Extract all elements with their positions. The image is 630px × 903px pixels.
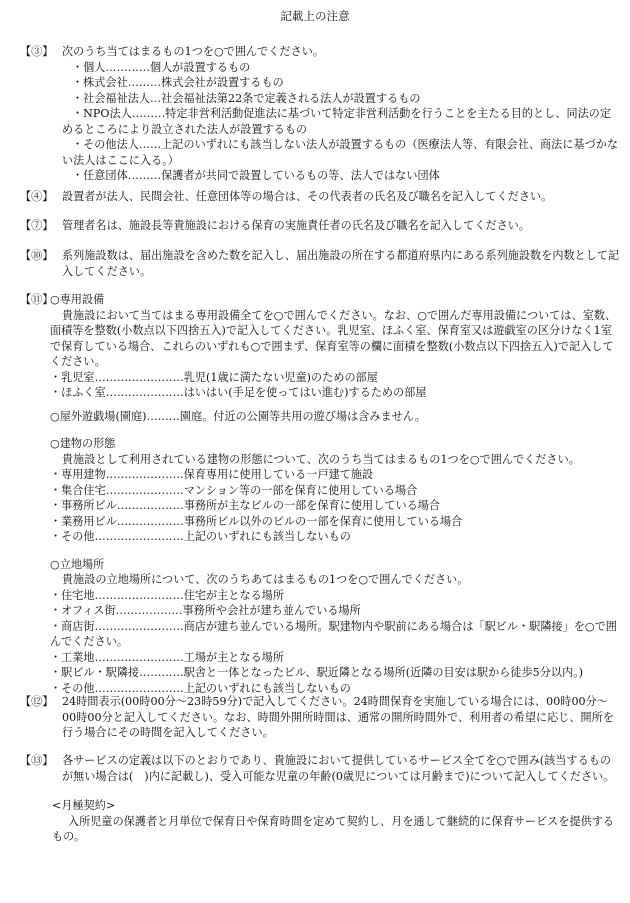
section-7 [20, 218, 620, 234]
section-3-intro: 次のうち当てはまるもの1つを○で囲んでください。 [62, 45, 325, 58]
section-3-item: ・社会福祉法人…社会福祉法第22条で定義される法人が設置するもの [72, 91, 421, 105]
section-3-marker: 【③】 [20, 45, 54, 58]
section-4-text: 設置者が法人、民間会社、任意団体等の場合は、その代表者の氏名及び職名を記入してください。 [62, 190, 553, 203]
location-item: ・駅ビル・駅隣接…………駅舎と一体となったビル、駅近隣となる場所(近隣の目安は駅から徒歩5分以内。) [50, 666, 584, 679]
location-heading: ○立地場所 [50, 557, 105, 571]
section-10-marker: 【⑩】 [20, 249, 54, 262]
location-item: ・商店街……………………商店が建ち並んでいる場所。駅建物内や駅前にある場合は「駅ビル・駅隣接」を○で囲んでください。 [50, 619, 617, 648]
section-3-item: ・株式会社………株式会社が設置するもの [72, 76, 284, 89]
outdoor-yard-text: ○屋外遊戯場(園庭)………園庭。付近の公園等共用の遊び場は含みません。 [50, 409, 426, 423]
section-7-marker: 【⑦】 [20, 219, 54, 232]
equipment-heading: ○専用設備 [50, 293, 105, 306]
section-3-item: ・個人…………個人が設置するもの [72, 60, 251, 74]
location-item: ・住宅地……………………住宅が主となる場所 [50, 588, 285, 602]
section-13-text: 各サービスの定義は以下のとおりであり、貴施設において提供しているサービス全てを○で囲み(該当するものが無い場合は( )内に記載し)、受入可能な児童の年齢(0歳児については月齢まで)について記入してください。 [62, 754, 615, 783]
section-12-marker: 【⑫】 [20, 695, 54, 708]
location-item: ・その他……………………上記のいずれにも該当しないもの [50, 681, 351, 695]
section-3-item: ・その他法人……上記のいずれにも該当しない法人が設置するもの（医療法人等、有限会社、商法に基づかない法人はここに入る。） [62, 138, 619, 167]
section-13 [20, 753, 620, 845]
equipment-text: 貴施設において当てはまる専用設備全てを○で囲んでください。なお、○で囲んだ専用設備については、室数、面積等を整数(小数点以下四捨五入)で記入してください。乳児室、ほふく室、保育室又は遊戯室の区分けなく1室で保育している場合、これらのいずれも○で囲まず、保育室等の欄に面積を整数(小数点以下四捨五入)で記入してください。 [50, 308, 617, 368]
equipment-item: ・乳児室……………………乳児(1歳に満たない児童)のための部屋 [50, 370, 378, 384]
building-heading: ○建物の形態 [50, 437, 116, 450]
location-item: ・オフィス街………………事務所や会社が建ち並んでいる場所 [50, 604, 361, 617]
section-3-item: ・NPO法人………特定非営利活動促進法に基づいて特定非営利活動を行うことを主たる目的とし、同法の定めるところにより設立された法人が設置するもの [62, 107, 612, 136]
equipment-item: ・ほふく室…………………はいはい(手足を使ってはい進む)するための部屋 [50, 386, 427, 399]
location-text: 貴施設の立地場所について、次のうちあてはまるもの1つを○で囲んでください。 [62, 573, 469, 586]
section-13-marker: 【⑬】 [20, 754, 54, 767]
page-title: 記載上の注意 [280, 9, 350, 23]
section-11-marker: 【⑪】 [20, 293, 54, 306]
location-item: ・工業地……………………工場が主となる場所 [50, 650, 285, 664]
section-12 [20, 694, 620, 741]
section-10 [20, 248, 620, 279]
building-text: 貴施設として利用されている建物の形態について、次のうち当てはまるもの1つを○で囲んでください。 [62, 452, 580, 466]
section-11 [20, 292, 620, 696]
building-item: ・集合住宅…………………マンション等の一部を保育に使用している場合 [50, 483, 418, 497]
section-4 [20, 189, 620, 205]
monthly-contract-text: 入所児童の保護者と月単位で保育日や保育時間を定めて契約し、月を通して継続的に保育サービスを提供するもの。 [52, 814, 615, 843]
building-item: ・その他……………………上記のいずれにも該当しないもの [50, 530, 351, 543]
section-4-marker: 【④】 [20, 190, 54, 203]
building-item: ・専用建物…………………保育専用に使用している一戸建て施設 [50, 468, 374, 481]
building-item: ・業務用ビル………………事務所ビル以外のビルの一部を保育に使用している場合 [50, 514, 463, 528]
section-3-item: ・任意団体………保護者が共同で設置しているもの等、法人ではない団体 [72, 169, 440, 182]
section-3 [20, 44, 620, 184]
section-10-text: 系列施設数は、届出施設を含めた数を記入し、届出施設の所在する都道府県内にある系列施設数を内数として記入してください。 [62, 249, 620, 278]
monthly-contract-heading: <月極契約> [52, 799, 116, 812]
section-7-text: 管理者名は、施設長等貴施設における保育の実施責任者の氏名及び職名を記入してください。 [62, 219, 531, 232]
building-item: ・事務所ビル………………事務所が主なビルの一部を保育に使用している場合 [50, 499, 441, 512]
section-12-text: 24時間表示(00時00分～23時59分)で記入してください。24時間保育を実施している場合には、00時00分～00時00分と記入してください。なお、時間外開所時間は、通常の開所時間外で、利用者の希望に応じ、開所を行う場合にその時間を記入してください。 [62, 695, 614, 739]
